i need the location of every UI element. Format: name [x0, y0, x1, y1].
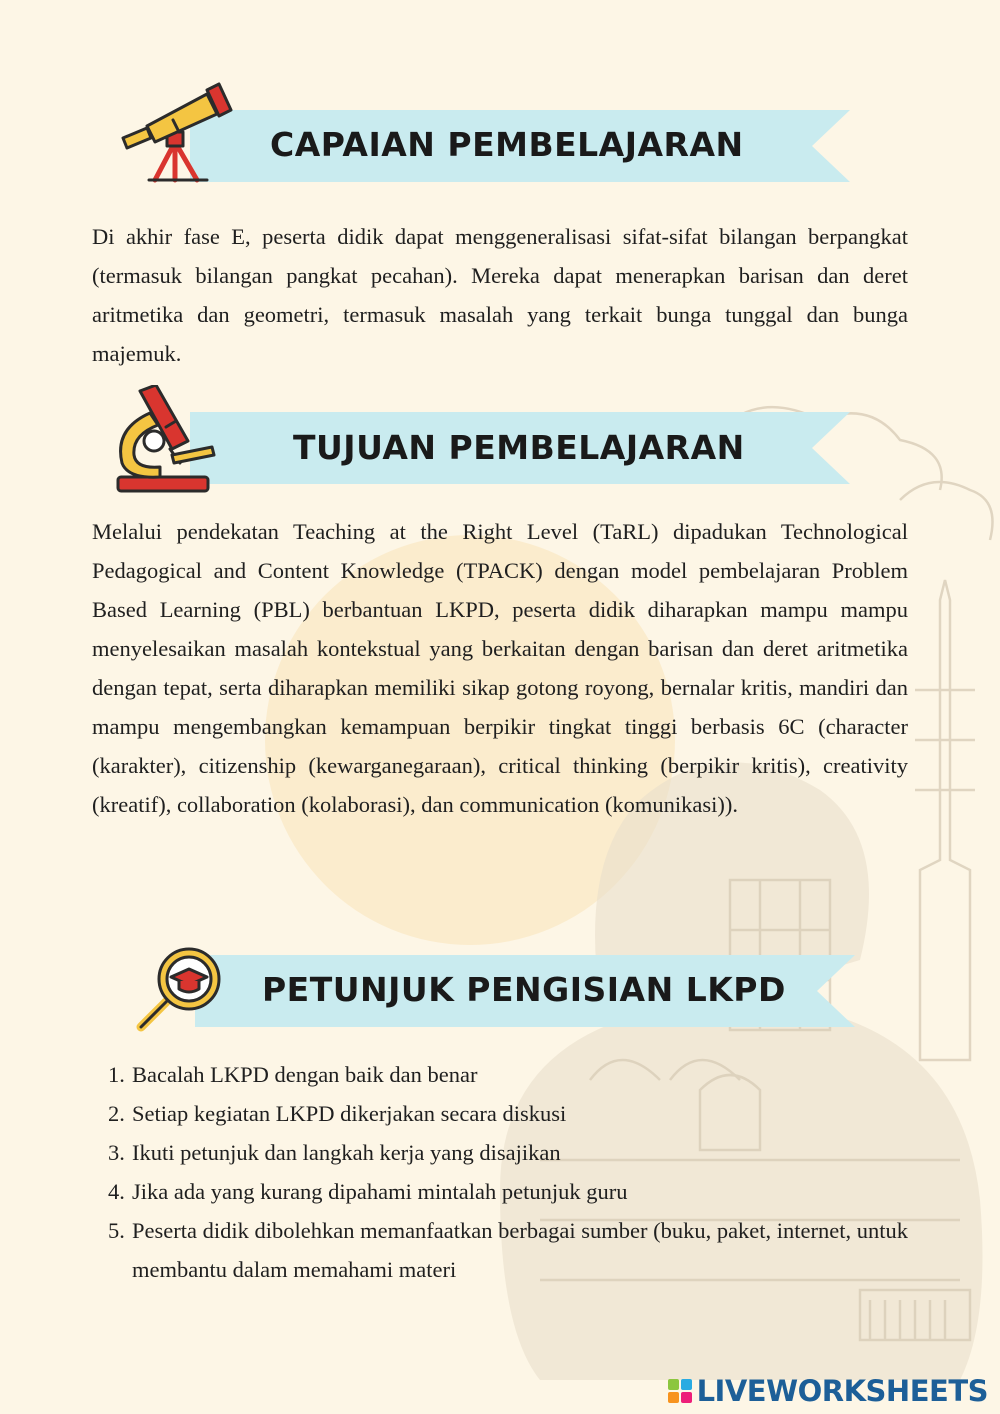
list-item: 4. Jika ada yang kurang dipahami mintalah petunjuk guru [108, 1179, 628, 1204]
petunjuk-title: PETUNJUK PENGISIAN LKPD [262, 970, 786, 1009]
capaian-title: CAPAIAN PEMBELAJARAN [270, 125, 744, 164]
liveworksheets-logo-icon [667, 1378, 693, 1404]
list-item: 1. Bacalah LKPD dengan baik dan benar [108, 1062, 478, 1087]
footer-brand: LIVEWORKSHEETS [696, 1374, 988, 1408]
tujuan-title: TUJUAN PEMBELAJARAN [293, 428, 745, 467]
telescope-icon [115, 80, 235, 185]
liveworksheets-logo[interactable] [667, 1374, 988, 1408]
list-item: 3. Ikuti petunjuk dan langkah kerja yang disajikan [108, 1140, 561, 1165]
list-item: 5. Peserta didik dibolehkan memanfaatkan berbagai sumber (buku, paket, internet, untuk membantu dalam memahami materi [108, 1218, 909, 1282]
capaian-paragraph: Di akhir fase E, peserta didik dapat menggeneralisasi sifat-sifat bilangan berpangkat (termasuk bilangan pangkat pecahan). Mereka dapat menerapkan barisan dan deret aritmetika dan geometri, termasuk masalah yang terkait bunga tunggal dan bunga majemuk. [92, 224, 908, 366]
magnifier-graduation-cap-icon [133, 945, 243, 1035]
petunjuk-list [108, 1055, 908, 1289]
tujuan-paragraph: Melalui pendekatan Teaching at the Right Level (TaRL) dipadukan Technological Pedagogical and Content Knowledge (TPACK) dengan model pembelajaran Problem Based Learning (PBL) berbantuan LKPD, peserta didik diharapkan mampu mampu menyelesaikan masalah kontekstual yang berkaitan dengan barisan dan deret aritmetika dengan tepat, serta diharapkan memiliki sikap gotong royong, bernalar kritis, mandiri dan mampu mengembangkan kemampuan berpikir tingkat tinggi berbasis 6C (character (karakter), citizenship (kewarganegaraan), critical thinking (berpikir kritis), creativity (kreatif), collaboration (kolaborasi), dan communication (komunikasi)). [92, 519, 908, 817]
microscope-icon [110, 385, 220, 495]
list-item: 2. Setiap kegiatan LKPD dikerjakan secara diskusi [108, 1101, 567, 1126]
